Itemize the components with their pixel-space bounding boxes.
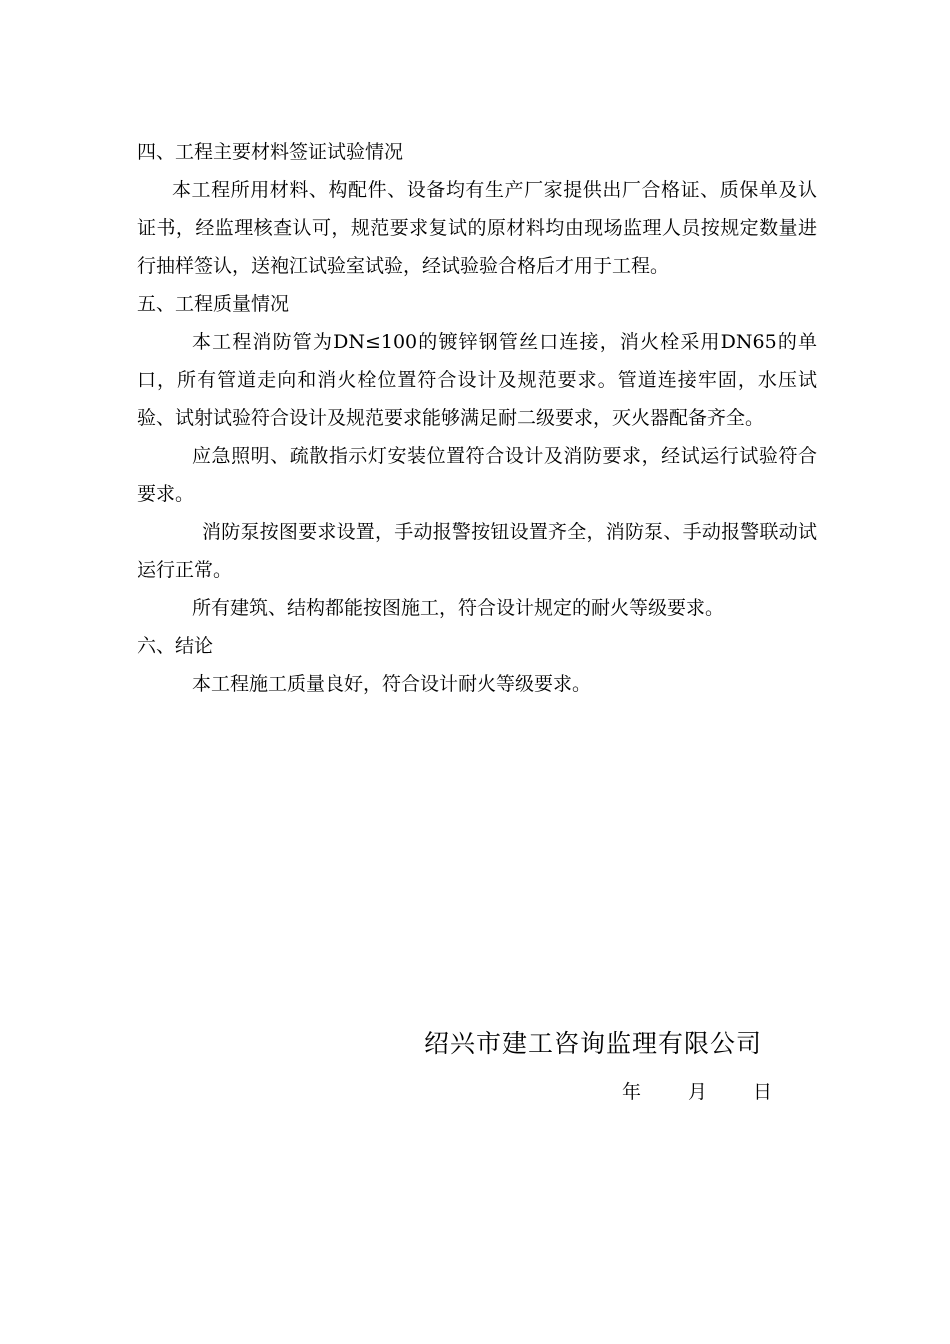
paragraph-conclusion: 本工程施工质量良好，符合设计耐火等级要求。 [192, 673, 592, 695]
paragraph-construction: 所有建筑、结构都能按图施工，符合设计规定的耐火等级要求。 [192, 597, 725, 619]
date-day-label: 日 [753, 1081, 773, 1103]
date-month-label: 月 [688, 1081, 708, 1103]
paragraph-fire-pipes: 本工程消防管为DN≤100的镀锌钢管丝口连接，消火栓采用DN65的单口，所有管道走向和消火栓位置符合设计及规范要求。管道连接牢固，水压试验、试射试验符合设计及规范要求能够满足耐二级要求，灭火器配备齐全。 [137, 331, 817, 429]
company-name: 绍兴市建工咨询监理有限公司 [424, 1029, 763, 1058]
paragraph-fire-pump: 消防泵按图要求设置，手动报警按钮设置齐全，消防泵、手动报警联动试运行正常。 [137, 521, 817, 581]
paragraph-materials: 本工程所用材料、构配件、设备均有生产厂家提供出厂合格证、质保单及认证书，经监理核查认可，规范要求复试的原材料均由现场监理人员按规定数量进行抽样签认，送袍江试验室试验，经试验验合格后才用于工程。 [137, 179, 817, 277]
paragraph-emergency-lighting: 应急照明、疏散指示灯安装位置符合设计及消防要求，经试运行试验符合要求。 [137, 445, 817, 505]
section-heading-materials: 四、工程主要材料签证试验情况 [137, 141, 404, 163]
document-body [137, 133, 817, 703]
section-heading-conclusion: 六、结论 [137, 635, 214, 657]
section-heading-quality: 五、工程质量情况 [137, 293, 290, 315]
date-year-label: 年 [622, 1081, 642, 1103]
